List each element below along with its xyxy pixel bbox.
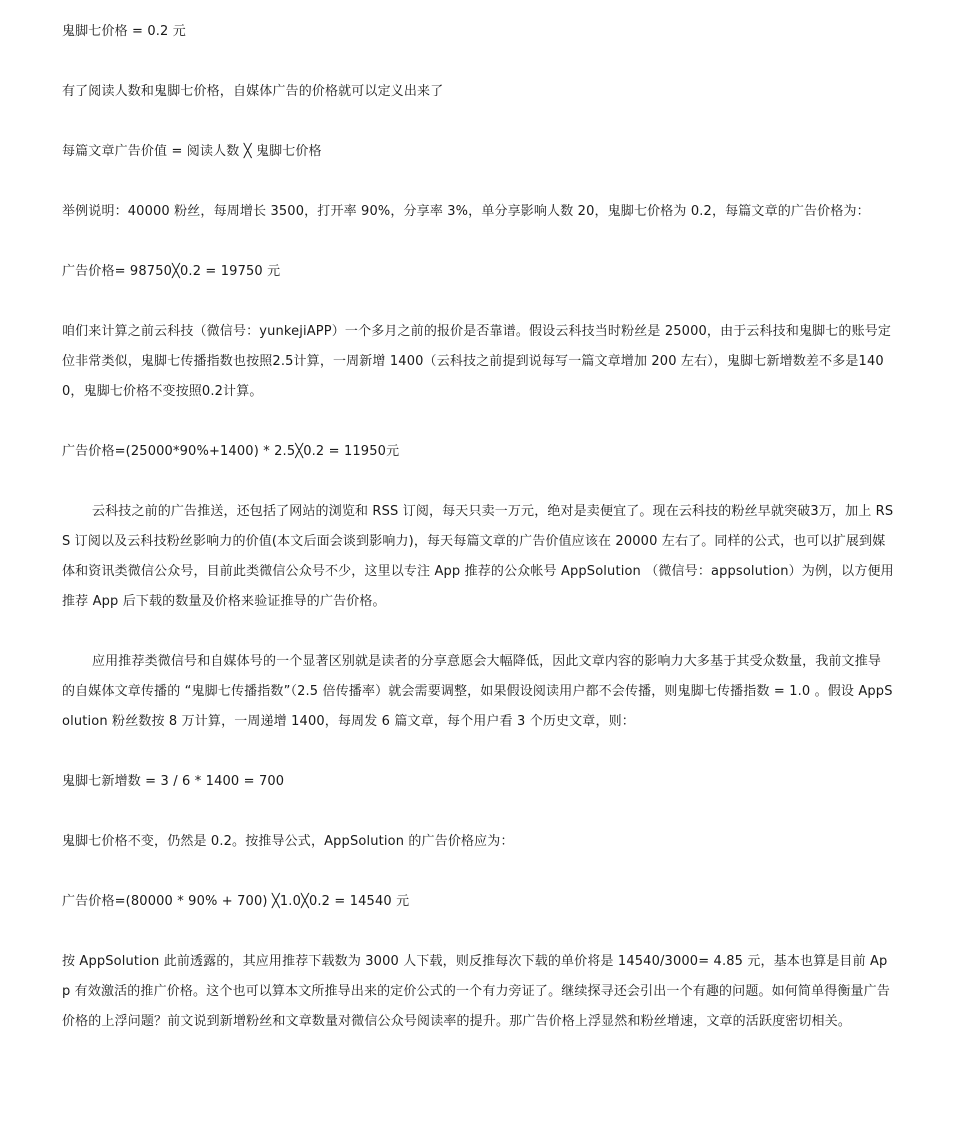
paragraph-gap bbox=[62, 797, 894, 827]
paragraph-yunkeji-calc: 咱们来计算之前云科技（微信号：yunkejiAPP）一个多月之前的报价是否靠谱。假设云科技当时粉丝是 25000，由于云科技和鬼脚七的账号定位非常类似，鬼脚七传播指数也按照2.5计算，一周新增 1400（云科技之前提到说每写一篇文章增加 200 左右），鬼脚七新增数差不多是1400，鬼脚七价格不变按照0.2计算。 bbox=[62, 324, 892, 399]
article-body bbox=[62, 17, 894, 1037]
paragraph-gap bbox=[62, 107, 894, 137]
paragraph-intro: 有了阅读人数和鬼脚七价格，自媒体广告的价格就可以定义出来了 bbox=[62, 84, 444, 99]
paragraph-gap bbox=[62, 47, 894, 77]
paragraph-conclusion: 按 AppSolution 此前透露的，其应用推荐下载数为 3000 人下载，则反推每次下载的单价将是 14540/3000= 4.85 元，基本也算是目前 App 有效激活的推广价格。这个也可以算本文所推导出来的定价公式的一个有力旁证了。继续探寻还会引出一个有趣的问题。如何简单得衡量广告价格的上浮问题？前文说到新增粉丝和文章数量对微信公众号阅读率的提升。那广告价格上浮显然和粉丝增速，文章的活跃度密切相关。 bbox=[62, 954, 890, 1029]
paragraph-app-recommend: 应用推荐类微信号和自媒体号的一个显著区别就是读者的分享意愿会大幅降低，因此文章内容的影响力大多基于其受众数量，我前文推导的自媒体文章传播的 “鬼脚七传播指数”（2.5 倍传播率）就会需要调整，如果假设阅读用户都不会传播，则鬼脚七传播指数 = 1.0 。假设 AppSolution 粉丝数按 8 万计算，一周递增 1400，每周发 6 篇文章，每个用户看 3 个历史文章，则： bbox=[62, 654, 893, 729]
paragraph-example-result: 广告价格= 98750╳0.2 = 19750 元 bbox=[62, 264, 281, 279]
paragraph-gap bbox=[62, 857, 894, 887]
paragraph-yunkeji-result: 广告价格=(25000*90%+1400) * 2.5╳0.2 = 11950元 bbox=[62, 444, 400, 459]
paragraph-formula: 每篇文章广告价值 = 阅读人数 ╳ 鬼脚七价格 bbox=[62, 144, 322, 159]
paragraph-gap bbox=[62, 617, 894, 647]
paragraph-price-unchanged: 鬼脚七价格不变，仍然是 0.2。按推导公式，AppSolution 的广告价格应为： bbox=[62, 834, 514, 849]
paragraph-appsolution-result: 广告价格=(80000 * 90% + 700) ╳1.0╳0.2 = 14540 元 bbox=[62, 894, 410, 909]
paragraph-gap bbox=[62, 917, 894, 947]
paragraph-gap bbox=[62, 737, 894, 767]
paragraph-gap bbox=[62, 407, 894, 437]
paragraph-price-def: 鬼脚七价格 = 0.2 元 bbox=[62, 24, 186, 39]
paragraph-gap bbox=[62, 467, 894, 497]
paragraph-gap bbox=[62, 227, 894, 257]
paragraph-gap bbox=[62, 167, 894, 197]
paragraph-new-count: 鬼脚七新增数 = 3 / 6 * 1400 = 700 bbox=[62, 774, 285, 789]
paragraph-yunkeji-discussion: 云科技之前的广告推送，还包括了网站的浏览和 RSS 订阅，每天只卖一万元，绝对是卖便宜了。现在云科技的粉丝早就突破3万，加上 RSS 订阅以及云科技粉丝影响力的价值(本文后面会谈到影响力)，每天每篇文章的广告价值应该在 20000 左右了。同样的公式，也可以扩展到媒体和资讯类微信公众号，目前此类微信公众号不少，这里以专注 App 推荐的公众帐号 AppSolution （微信号：appsolution）为例，以方便用推荐 App 后下载的数量及价格来验证推导的广告价格。 bbox=[62, 504, 894, 609]
paragraph-example: 举例说明：40000 粉丝，每周增长 3500，打开率 90%，分享率 3%，单分享影响人数 20，鬼脚七价格为 0.2，每篇文章的广告价格为： bbox=[62, 204, 870, 219]
paragraph-gap bbox=[62, 287, 894, 317]
